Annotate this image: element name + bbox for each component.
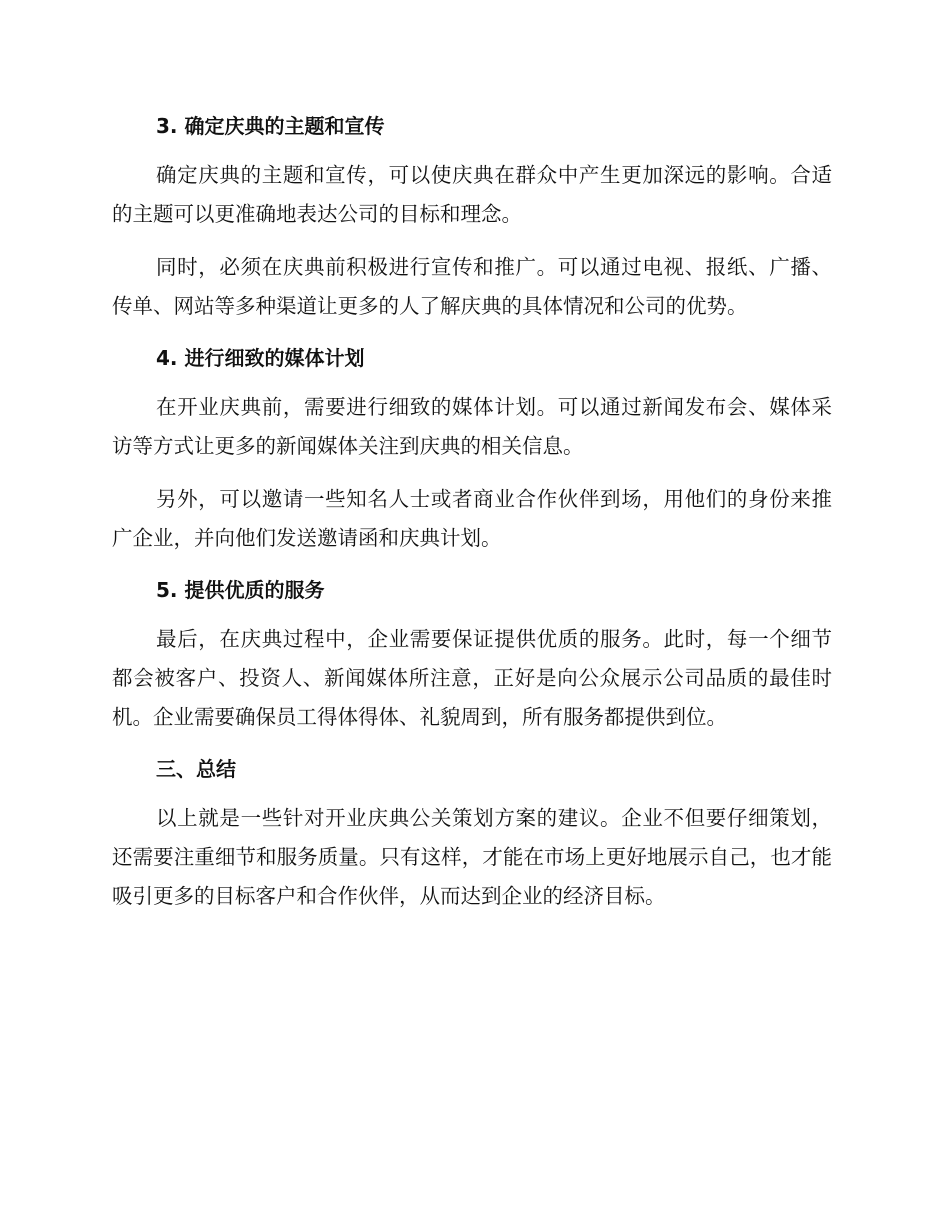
section-heading-summary: 三、总结 [156,757,236,781]
section-heading-5: 5. 提供优质的服务 [156,578,325,602]
paragraph: 另外，可以邀请一些知名人士或者商业合作伙伴到场，用他们的身份来推广企业，并向他们发送邀请函和庆典计划。 [112,487,832,550]
paragraph: 确定庆典的主题和宣传，可以使庆典在群众中产生更加深远的影响。合适的主题可以更准确地表达公司的目标和理念。 [112,163,832,226]
paragraph: 最后，在庆典过程中，企业需要保证提供优质的服务。此时，每一个细节都会被客户、投资人、新闻媒体所注意，正好是向公众展示公司品质的最佳时机。企业需要确保员工得体得体、礼貌周到，所有服务都提供到位。 [112,627,832,729]
paragraph: 以上就是一些针对开业庆典公关策划方案的建议。企业不但要仔细策划，还需要注重细节和服务质量。只有这样，才能在市场上更好地展示自己，也才能吸引更多的目标客户和合作伙伴，从而达到企业的经济目标。 [112,806,832,908]
paragraph: 在开业庆典前，需要进行细致的媒体计划。可以通过新闻发布会、媒体采访等方式让更多的新闻媒体关注到庆典的相关信息。 [112,395,832,458]
section-heading-4: 4. 进行细致的媒体计划 [156,346,365,370]
section-heading-3: 3. 确定庆典的主题和宣传 [156,114,385,138]
paragraph: 同时，必须在庆典前积极进行宣传和推广。可以通过电视、报纸、广播、传单、网站等多种渠道让更多的人了解庆典的具体情况和公司的优势。 [112,255,832,318]
document-body [112,108,832,930]
